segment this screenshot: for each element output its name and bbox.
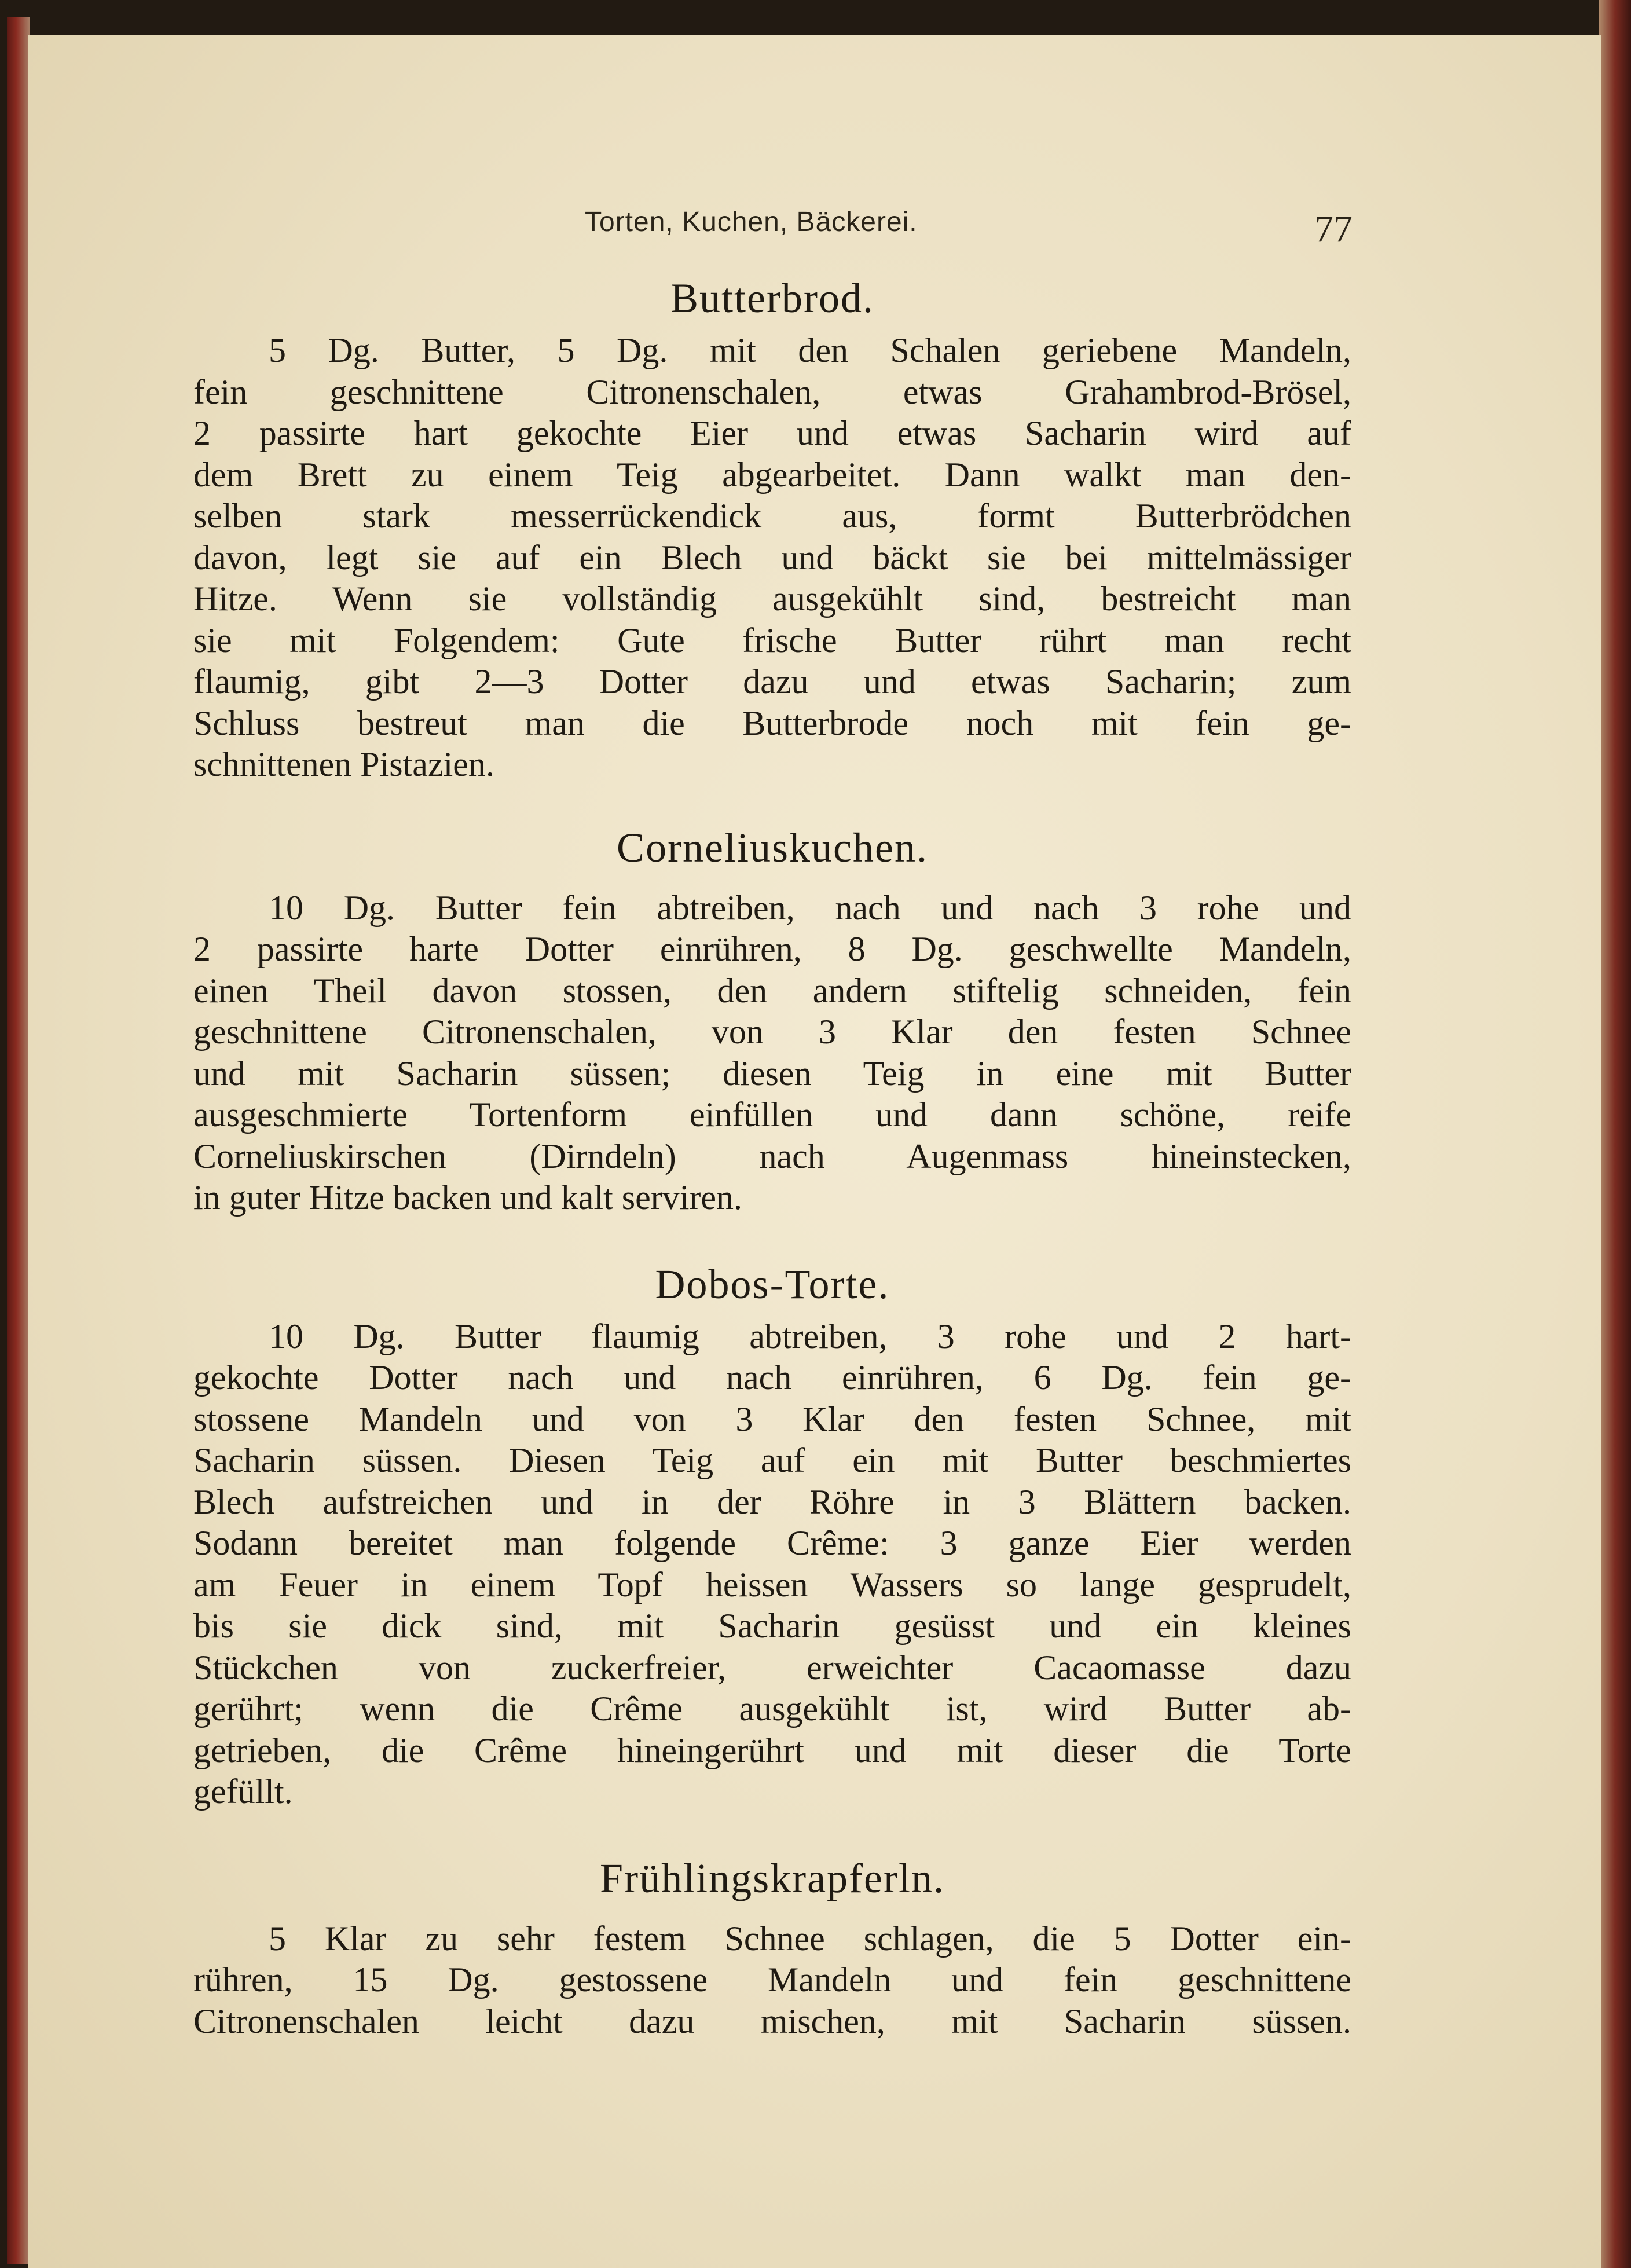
text-line: ausgeschmierte Tortenform einfüllen und dann schöne, reife	[193, 1095, 1351, 1134]
recipe-title: Butterbrod.	[670, 275, 874, 321]
text-line: davon, legt sie auf ein Blech und bäckt sie bei mittelmässiger	[193, 538, 1351, 577]
text-line: geschnittene Citronenschalen, von 3 Klar den festen Schnee	[193, 1013, 1351, 1051]
recipe-butterbrod	[193, 266, 1351, 786]
text-line: und mit Sacharin süssen; diesen Teig in eine mit Butter	[193, 1054, 1351, 1093]
section-spacer	[193, 1813, 1351, 1846]
recipe-title: Corneliuskuchen.	[617, 824, 928, 871]
text-line: 10 Dg. Butter flaumig abtreiben, 3 rohe und 2 hart-	[269, 1317, 1351, 1355]
recipe-text	[193, 1316, 1351, 1813]
text-line: Hitze. Wenn sie vollständig ausgekühlt sind, bestreicht man	[193, 580, 1351, 618]
text-line: 5 Dg. Butter, 5 Dg. mit den Schalen geriebene Mandeln,	[269, 331, 1351, 369]
running-head: Torten, Kuchen, Bäckerei.	[585, 207, 918, 237]
text-line: 5 Klar zu sehr festem Schnee schlagen, die 5 Dotter ein-	[269, 1919, 1351, 1958]
text-line: Stückchen von zuckerfreier, erweichter Cacaomasse dazu	[193, 1648, 1351, 1687]
recipe-title: Frühlingskrapferln.	[600, 1855, 945, 1901]
text-line: gerührt; wenn die Crême ausgekühlt ist, wird Butter ab-	[193, 1690, 1351, 1728]
text-line: Schluss bestreut man die Butterbrode noch mit fein ge-	[193, 704, 1351, 742]
text-line: gekochte Dotter nach und nach einrühren, 6 Dg. fein ge-	[193, 1358, 1351, 1397]
page-content	[193, 266, 1351, 2042]
text-line: gefüllt.	[193, 1772, 293, 1811]
page-header	[585, 206, 1353, 252]
text-line: Citronenschalen leicht dazu mischen, mit Sacharin süssen.	[193, 2002, 1351, 2040]
text-line: Corneliuskirschen (Dirndeln) nach Augenmass hineinstecken,	[193, 1137, 1351, 1175]
recipe-text	[193, 330, 1351, 786]
text-line: stossene Mandeln und von 3 Klar den festen Schnee, mit	[193, 1399, 1351, 1438]
recipe-corneliuskuchen	[193, 816, 1351, 1219]
text-line: Sacharin süssen. Diesen Teig auf ein mit Butter beschmiertes	[193, 1441, 1351, 1479]
text-line: Sodann bereitet man folgende Crême: 3 ganze Eier werden	[193, 1524, 1351, 1562]
text-line: dem Brett zu einem Teig abgearbeitet. Dann walkt man den-	[193, 455, 1351, 494]
book-binding-edge	[7, 17, 30, 2264]
book-cover-edge	[1599, 0, 1631, 2268]
recipe-text	[193, 888, 1351, 1219]
page-number: 77	[1314, 208, 1353, 250]
text-line: in guter Hitze backen und kalt serviren.	[193, 1178, 742, 1217]
text-line: 2 passirte harte Dotter einrühren, 8 Dg. geschwellte Mandeln,	[193, 930, 1351, 968]
recipe-text	[193, 1918, 1351, 2043]
section-spacer	[193, 1219, 1351, 1252]
text-line: getrieben, die Crême hineingerührt und mit dieser die Torte	[193, 1731, 1351, 1769]
text-line: 2 passirte hart gekochte Eier und etwas Sacharin wird auf	[193, 414, 1351, 452]
text-line: am Feuer in einem Topf heissen Wassers so lange gesprudelt,	[193, 1565, 1351, 1604]
recipe-dobos-torte	[193, 1252, 1351, 1813]
text-line: selben stark messerrückendick aus, formt Butterbrödchen	[193, 497, 1351, 535]
text-line: bis sie dick sind, mit Sacharin gesüsst und ein kleines	[193, 1607, 1351, 1645]
recipe-fruehlingskrapferln	[193, 1846, 1351, 2043]
text-line: sie mit Folgendem: Gute frische Butter rührt man recht	[193, 621, 1351, 659]
text-line: einen Theil davon stossen, den andern stiftelig schneiden, fein	[193, 971, 1351, 1010]
text-line: schnittenen Pistazien.	[193, 745, 494, 783]
text-line: 10 Dg. Butter fein abtreiben, nach und nach 3 rohe und	[269, 888, 1351, 927]
recipe-title: Dobos-Torte.	[655, 1261, 890, 1307]
section-spacer	[193, 786, 1351, 816]
text-line: Blech aufstreichen und in der Röhre in 3 Blättern backen.	[193, 1482, 1351, 1521]
text-line: flaumig, gibt 2—3 Dotter dazu und etwas Sacharin; zum	[193, 662, 1351, 701]
text-line: fein geschnittene Citronenschalen, etwas Grahambrod-Brösel,	[193, 372, 1351, 411]
text-line: rühren, 15 Dg. gestossene Mandeln und fein geschnittene	[193, 1961, 1351, 1999]
